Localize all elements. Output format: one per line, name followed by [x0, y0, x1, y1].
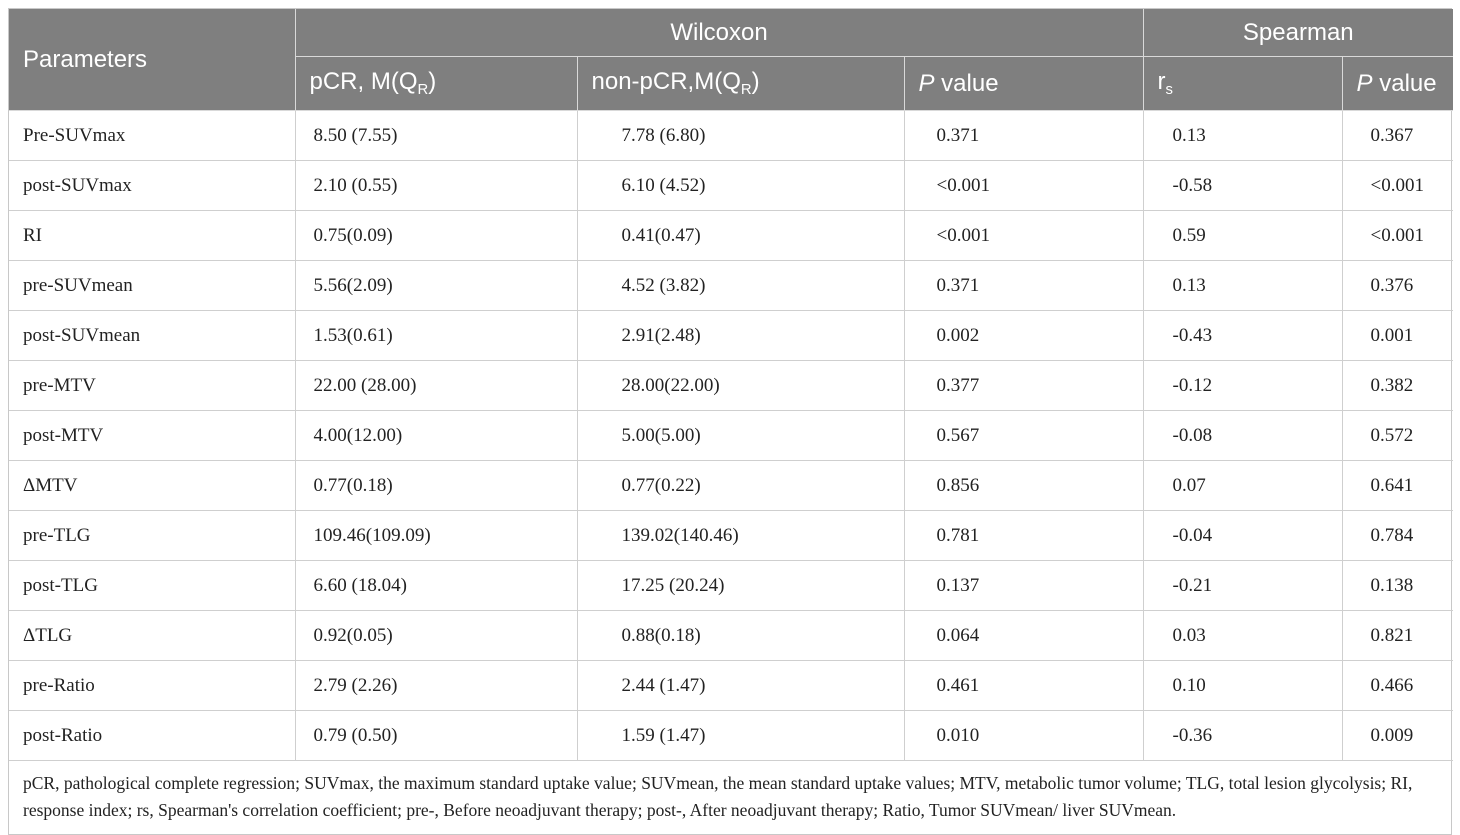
pcr-cell: 1.53(0.61): [295, 311, 577, 361]
table-row: [9, 111, 1453, 161]
pcr-cell: 22.00 (28.00): [295, 361, 577, 411]
pcr-cell: 0.79 (0.50): [295, 711, 577, 761]
spearman-p-cell: 0.466: [1342, 661, 1453, 711]
rs-cell: 0.07: [1143, 461, 1342, 511]
table-row: [9, 511, 1453, 561]
parameter-cell: pre-MTV: [9, 361, 295, 411]
table-row: [9, 211, 1453, 261]
table-row: [9, 161, 1453, 211]
wilcoxon-p-cell: <0.001: [904, 161, 1143, 211]
parameter-cell: post-Ratio: [9, 711, 295, 761]
spearman-p-cell: 0.001: [1342, 311, 1453, 361]
wilcoxon-p-cell: 0.567: [904, 411, 1143, 461]
rs-cell: -0.08: [1143, 411, 1342, 461]
wilcoxon-p-cell: 0.781: [904, 511, 1143, 561]
table-header: [9, 9, 1453, 111]
header-spearman: Spearman: [1143, 9, 1453, 57]
header-spearman-p-value: P value: [1342, 57, 1453, 111]
parameter-cell: pre-Ratio: [9, 661, 295, 711]
spearman-p-cell: 0.376: [1342, 261, 1453, 311]
wilcoxon-p-cell: 0.137: [904, 561, 1143, 611]
wilcoxon-p-cell: 0.377: [904, 361, 1143, 411]
pcr-cell: 109.46(109.09): [295, 511, 577, 561]
non-pcr-cell: 7.78 (6.80): [577, 111, 904, 161]
wilcoxon-p-cell: 0.371: [904, 111, 1143, 161]
header-wilcoxon: Wilcoxon: [295, 9, 1143, 57]
parameter-cell: ΔMTV: [9, 461, 295, 511]
parameter-cell: pre-TLG: [9, 511, 295, 561]
rs-cell: 0.10: [1143, 661, 1342, 711]
parameter-cell: post-SUVmax: [9, 161, 295, 211]
non-pcr-cell: 1.59 (1.47): [577, 711, 904, 761]
table-row: [9, 311, 1453, 361]
spearman-p-cell: <0.001: [1342, 161, 1453, 211]
rs-cell: 0.03: [1143, 611, 1342, 661]
header-wilcoxon-p-value: P value: [904, 57, 1143, 111]
spearman-p-cell: 0.382: [1342, 361, 1453, 411]
spearman-p-cell: 0.009: [1342, 711, 1453, 761]
parameter-cell: post-MTV: [9, 411, 295, 461]
table-row: [9, 611, 1453, 661]
table-row: [9, 711, 1453, 761]
table-row: [9, 661, 1453, 711]
non-pcr-cell: 2.91(2.48): [577, 311, 904, 361]
non-pcr-cell: 139.02(140.46): [577, 511, 904, 561]
pcr-cell: 0.75(0.09): [295, 211, 577, 261]
table-row: [9, 561, 1453, 611]
rs-cell: -0.43: [1143, 311, 1342, 361]
rs-cell: 0.59: [1143, 211, 1342, 261]
parameter-cell: Pre-SUVmax: [9, 111, 295, 161]
header-non-pcr: non-$pCR,M(Q_R)$: [577, 57, 904, 111]
pcr-cell: 0.92(0.05): [295, 611, 577, 661]
rs-cell: -0.12: [1143, 361, 1342, 411]
non-pcr-cell: 2.44 (1.47): [577, 661, 904, 711]
table-row: [9, 361, 1453, 411]
pcr-cell: 0.77(0.18): [295, 461, 577, 511]
parameter-cell: post-SUVmean: [9, 311, 295, 361]
table-footnote: pCR, pathological complete regression; SUVmax, the maximum standard uptake value; SUVmean, the mean standard uptake values; MTV, metabolic tumor volume; TLG, total lesion glycolysis; RI, response index; rs, Spearman's correlation coefficient; pre-, Before neoadjuvant therapy; post-, After neoadjuvant therapy; Ratio, Tumor SUVmean/ liver SUVmean.: [23, 773, 1413, 820]
spearman-p-cell: 0.641: [1342, 461, 1453, 511]
wilcoxon-p-cell: <0.001: [904, 211, 1143, 261]
non-pcr-cell: 0.77(0.22): [577, 461, 904, 511]
pcr-cell: 4.00(12.00): [295, 411, 577, 461]
results-table: [9, 9, 1453, 761]
wilcoxon-p-cell: 0.002: [904, 311, 1143, 361]
pcr-cell: 2.10 (0.55): [295, 161, 577, 211]
rs-cell: 0.13: [1143, 111, 1342, 161]
header-parameters: Parameters: [9, 9, 295, 111]
non-pcr-cell: 4.52 (3.82): [577, 261, 904, 311]
spearman-p-cell: 0.367: [1342, 111, 1453, 161]
wilcoxon-p-cell: 0.461: [904, 661, 1143, 711]
spearman-p-cell: 0.821: [1342, 611, 1453, 661]
header-pcr: pCR, $M(Q_R)$: [295, 57, 577, 111]
wilcoxon-p-cell: 0.064: [904, 611, 1143, 661]
non-pcr-cell: 17.25 (20.24): [577, 561, 904, 611]
spearman-p-cell: 0.784: [1342, 511, 1453, 561]
pcr-cell: 5.56(2.09): [295, 261, 577, 311]
pcr-cell: 8.50 (7.55): [295, 111, 577, 161]
table-row: [9, 411, 1453, 461]
non-pcr-cell: 6.10 (4.52): [577, 161, 904, 211]
spearman-p-cell: <0.001: [1342, 211, 1453, 261]
pcr-cell: 2.79 (2.26): [295, 661, 577, 711]
table-row: [9, 261, 1453, 311]
spearman-p-cell: 0.138: [1342, 561, 1453, 611]
results-table-container: [8, 8, 1452, 835]
non-pcr-cell: 28.00(22.00): [577, 361, 904, 411]
table-row: [9, 461, 1453, 511]
parameter-cell: pre-SUVmean: [9, 261, 295, 311]
header-rs: $r_s$: [1143, 57, 1342, 111]
wilcoxon-p-cell: 0.856: [904, 461, 1143, 511]
parameter-cell: ΔTLG: [9, 611, 295, 661]
parameter-cell: post-TLG: [9, 561, 295, 611]
rs-cell: 0.13: [1143, 261, 1342, 311]
rs-cell: -0.04: [1143, 511, 1342, 561]
spearman-p-cell: 0.572: [1342, 411, 1453, 461]
rs-cell: -0.36: [1143, 711, 1342, 761]
table-body: [9, 111, 1453, 761]
parameter-cell: RI: [9, 211, 295, 261]
non-pcr-cell: 0.41(0.47): [577, 211, 904, 261]
rs-cell: -0.21: [1143, 561, 1342, 611]
non-pcr-cell: 0.88(0.18): [577, 611, 904, 661]
pcr-cell: 6.60 (18.04): [295, 561, 577, 611]
wilcoxon-p-cell: 0.010: [904, 711, 1143, 761]
wilcoxon-p-cell: 0.371: [904, 261, 1143, 311]
non-pcr-cell: 5.00(5.00): [577, 411, 904, 461]
rs-cell: -0.58: [1143, 161, 1342, 211]
